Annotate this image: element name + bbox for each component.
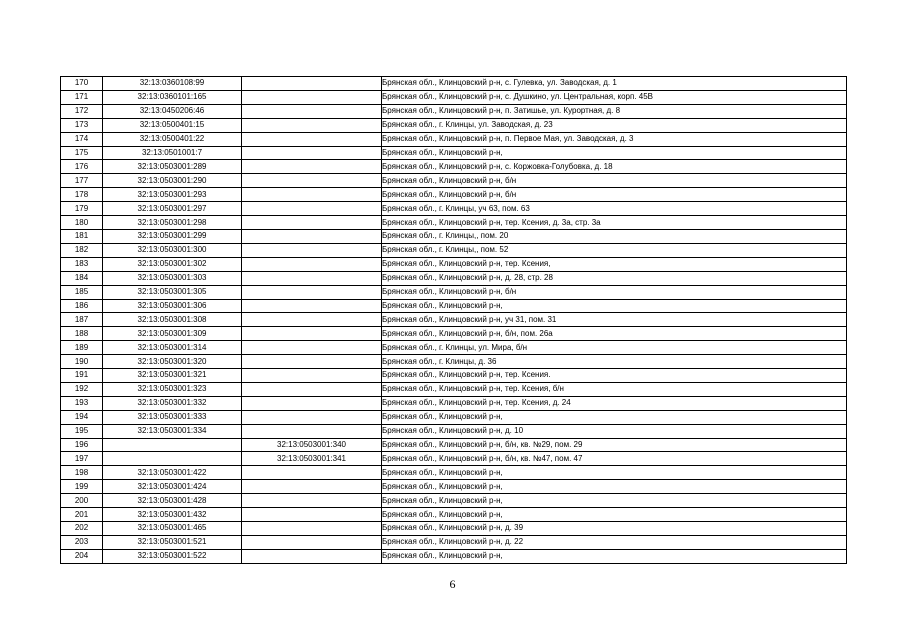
table-row — [61, 90, 847, 104]
address-cell: Брянская обл., Клинцовский р-н, — [382, 508, 847, 522]
row-number-cell: 189 — [61, 341, 103, 355]
linked-cadastral-number-cell: 32:13:0503001:341 — [242, 452, 382, 466]
cadastral-number-cell: 32:13:0503001:308 — [103, 313, 242, 327]
cadastral-number-cell: 32:13:0503001:303 — [103, 271, 242, 285]
linked-cadastral-number-cell — [242, 174, 382, 188]
table-row — [61, 174, 847, 188]
row-number-cell: 178 — [61, 188, 103, 202]
table-row — [61, 285, 847, 299]
table-row — [61, 341, 847, 355]
address-cell: Брянская обл., Клинцовский р-н, — [382, 299, 847, 313]
address-cell: Брянская обл., Клинцовский р-н, б/н, кв. №47, пом. 47 — [382, 452, 847, 466]
row-number-cell: 201 — [61, 508, 103, 522]
linked-cadastral-number-cell — [242, 369, 382, 383]
table-row — [61, 535, 847, 549]
cadastral-number-cell — [103, 452, 242, 466]
cadastral-number-cell: 32:13:0503001:321 — [103, 369, 242, 383]
address-cell: Брянская обл., Клинцовский р-н, с. Коржовка-Голубовка, д. 18 — [382, 160, 847, 174]
table-row — [61, 188, 847, 202]
cadastral-number-cell: 32:13:0503001:314 — [103, 341, 242, 355]
cadastral-number-cell: 32:13:0503001:290 — [103, 174, 242, 188]
linked-cadastral-number-cell — [242, 410, 382, 424]
table-row — [61, 104, 847, 118]
row-number-cell: 193 — [61, 396, 103, 410]
address-cell: Брянская обл., Клинцовский р-н, — [382, 146, 847, 160]
address-cell: Брянская обл., Клинцовский р-н, с. Гулевка, ул. Заводская, д. 1 — [382, 77, 847, 91]
row-number-cell: 190 — [61, 355, 103, 369]
address-cell: Брянская обл., Клинцовский р-н, д. 39 — [382, 522, 847, 536]
address-cell: Брянская обл., Клинцовский р-н, — [382, 466, 847, 480]
address-cell: Брянская обл., Клинцовский р-н, с. Душкино, ул. Центральная, корп. 45В — [382, 90, 847, 104]
cadastral-number-cell: 32:13:0503001:465 — [103, 522, 242, 536]
row-number-cell: 204 — [61, 549, 103, 563]
table-row — [61, 132, 847, 146]
table-row — [61, 508, 847, 522]
address-cell: Брянская обл., Клинцовский р-н, п. Затишье, ул. Курортная, д. 8 — [382, 104, 847, 118]
table-row — [61, 355, 847, 369]
address-cell: Брянская обл., Клинцовский р-н, д. 28, стр. 28 — [382, 271, 847, 285]
table-row — [61, 257, 847, 271]
linked-cadastral-number-cell — [242, 104, 382, 118]
cadastral-number-cell: 32:13:0503001:309 — [103, 327, 242, 341]
cadastral-number-cell: 32:13:0503001:424 — [103, 480, 242, 494]
address-cell: Брянская обл., Клинцовский р-н, тер. Ксения, — [382, 257, 847, 271]
table-row — [61, 396, 847, 410]
linked-cadastral-number-cell — [242, 341, 382, 355]
linked-cadastral-number-cell — [242, 160, 382, 174]
table-row — [61, 452, 847, 466]
table-row — [61, 522, 847, 536]
linked-cadastral-number-cell — [242, 494, 382, 508]
cadastral-number-cell: 32:13:0503001:293 — [103, 188, 242, 202]
row-number-cell: 191 — [61, 369, 103, 383]
row-number-cell: 192 — [61, 382, 103, 396]
address-cell: Брянская обл., Клинцовский р-н, тер. Ксения. — [382, 369, 847, 383]
address-cell: Брянская обл., г. Клинцы, уч 63, пом. 63 — [382, 202, 847, 216]
cadastral-number-cell — [103, 438, 242, 452]
linked-cadastral-number-cell — [242, 202, 382, 216]
row-number-cell: 202 — [61, 522, 103, 536]
table-row — [61, 480, 847, 494]
table-row — [61, 327, 847, 341]
row-number-cell: 184 — [61, 271, 103, 285]
cadastral-number-cell: 32:13:0503001:332 — [103, 396, 242, 410]
address-cell: Брянская обл., Клинцовский р-н, — [382, 410, 847, 424]
cadastral-number-cell: 32:13:0503001:422 — [103, 466, 242, 480]
linked-cadastral-number-cell — [242, 257, 382, 271]
table-row — [61, 146, 847, 160]
row-number-cell: 195 — [61, 424, 103, 438]
address-cell: Брянская обл., Клинцовский р-н, тер. Ксения, б/н — [382, 382, 847, 396]
address-cell: Брянская обл., Клинцовский р-н, тер. Ксения, д. 3а, стр. 3а — [382, 216, 847, 230]
linked-cadastral-number-cell — [242, 299, 382, 313]
linked-cadastral-number-cell — [242, 146, 382, 160]
table-row — [61, 424, 847, 438]
row-number-cell: 172 — [61, 104, 103, 118]
row-number-cell: 182 — [61, 243, 103, 257]
cadastral-number-cell: 32:13:0503001:289 — [103, 160, 242, 174]
cadastral-number-cell: 32:13:0503001:302 — [103, 257, 242, 271]
row-number-cell: 176 — [61, 160, 103, 174]
address-cell: Брянская обл., г. Клинцы,, пом. 52 — [382, 243, 847, 257]
address-cell: Брянская обл., Клинцовский р-н, уч 31, пом. 31 — [382, 313, 847, 327]
cadastral-number-cell: 32:13:0360108:99 — [103, 77, 242, 91]
cadastral-number-cell: 32:13:0503001:305 — [103, 285, 242, 299]
linked-cadastral-number-cell — [242, 549, 382, 563]
address-cell: Брянская обл., Клинцовский р-н, — [382, 549, 847, 563]
linked-cadastral-number-cell — [242, 480, 382, 494]
address-cell: Брянская обл., г. Клинцы, ул. Мира, б/н — [382, 341, 847, 355]
linked-cadastral-number-cell — [242, 466, 382, 480]
cadastral-number-cell: 32:13:0503001:323 — [103, 382, 242, 396]
row-number-cell: 198 — [61, 466, 103, 480]
table-row — [61, 299, 847, 313]
row-number-cell: 197 — [61, 452, 103, 466]
row-number-cell: 187 — [61, 313, 103, 327]
address-cell: Брянская обл., Клинцовский р-н, д. 10 — [382, 424, 847, 438]
row-number-cell: 181 — [61, 229, 103, 243]
table-row — [61, 369, 847, 383]
cadastral-number-cell: 32:13:0503001:428 — [103, 494, 242, 508]
address-cell: Брянская обл., Клинцовский р-н, п. Первое Мая, ул. Заводская, д. 3 — [382, 132, 847, 146]
address-cell: Брянская обл., Клинцовский р-н, — [382, 480, 847, 494]
row-number-cell: 186 — [61, 299, 103, 313]
table-row — [61, 77, 847, 91]
linked-cadastral-number-cell — [242, 508, 382, 522]
cadastral-number-cell: 32:13:0503001:334 — [103, 424, 242, 438]
cadastral-number-cell: 32:13:0450206:46 — [103, 104, 242, 118]
linked-cadastral-number-cell — [242, 313, 382, 327]
table-row — [61, 216, 847, 230]
address-cell: Брянская обл., Клинцовский р-н, б/н, пом. 26а — [382, 327, 847, 341]
row-number-cell: 188 — [61, 327, 103, 341]
linked-cadastral-number-cell — [242, 90, 382, 104]
row-number-cell: 175 — [61, 146, 103, 160]
table-row — [61, 271, 847, 285]
row-number-cell: 203 — [61, 535, 103, 549]
cadastral-number-cell: 32:13:0503001:432 — [103, 508, 242, 522]
linked-cadastral-number-cell — [242, 355, 382, 369]
address-cell: Брянская обл., Клинцовский р-н, б/н — [382, 285, 847, 299]
linked-cadastral-number-cell — [242, 132, 382, 146]
row-number-cell: 199 — [61, 480, 103, 494]
row-number-cell: 177 — [61, 174, 103, 188]
cadastral-number-cell: 32:13:0503001:297 — [103, 202, 242, 216]
cadastral-number-cell: 32:13:0501001:7 — [103, 146, 242, 160]
row-number-cell: 174 — [61, 132, 103, 146]
address-cell: Брянская обл., г. Клинцы,, пом. 20 — [382, 229, 847, 243]
cadastral-number-cell: 32:13:0503001:522 — [103, 549, 242, 563]
row-number-cell: 183 — [61, 257, 103, 271]
table-row — [61, 410, 847, 424]
cadastral-number-cell: 32:13:0503001:298 — [103, 216, 242, 230]
linked-cadastral-number-cell — [242, 118, 382, 132]
address-cell: Брянская обл., Клинцовский р-н, б/н — [382, 174, 847, 188]
linked-cadastral-number-cell — [242, 271, 382, 285]
row-number-cell: 200 — [61, 494, 103, 508]
address-cell: Брянская обл., Клинцовский р-н, д. 22 — [382, 535, 847, 549]
property-register-table — [60, 76, 847, 564]
table-row — [61, 118, 847, 132]
linked-cadastral-number-cell — [242, 327, 382, 341]
linked-cadastral-number-cell — [242, 382, 382, 396]
linked-cadastral-number-cell: 32:13:0503001:340 — [242, 438, 382, 452]
row-number-cell: 179 — [61, 202, 103, 216]
cadastral-number-cell: 32:13:0503001:300 — [103, 243, 242, 257]
table-row — [61, 466, 847, 480]
table-body — [61, 77, 847, 564]
cadastral-number-cell: 32:13:0500401:22 — [103, 132, 242, 146]
cadastral-number-cell: 32:13:0503001:333 — [103, 410, 242, 424]
linked-cadastral-number-cell — [242, 424, 382, 438]
cadastral-number-cell: 32:13:0503001:306 — [103, 299, 242, 313]
table-row — [61, 382, 847, 396]
address-cell: Брянская обл., Клинцовский р-н, б/н — [382, 188, 847, 202]
linked-cadastral-number-cell — [242, 77, 382, 91]
cadastral-number-cell: 32:13:0503001:320 — [103, 355, 242, 369]
address-cell: Брянская обл., Клинцовский р-н, тер. Ксения, д. 24 — [382, 396, 847, 410]
table-row — [61, 229, 847, 243]
table-row — [61, 438, 847, 452]
linked-cadastral-number-cell — [242, 229, 382, 243]
cadastral-number-cell: 32:13:0503001:521 — [103, 535, 242, 549]
page-number: 6 — [449, 577, 456, 591]
linked-cadastral-number-cell — [242, 243, 382, 257]
address-cell: Брянская обл., г. Клинцы, д. 36 — [382, 355, 847, 369]
row-number-cell: 185 — [61, 285, 103, 299]
linked-cadastral-number-cell — [242, 522, 382, 536]
table-row — [61, 313, 847, 327]
table-row — [61, 243, 847, 257]
cadastral-number-cell: 32:13:0503001:299 — [103, 229, 242, 243]
address-cell: Брянская обл., г. Клинцы, ул. Заводская, д. 23 — [382, 118, 847, 132]
table-row — [61, 549, 847, 563]
row-number-cell: 194 — [61, 410, 103, 424]
cadastral-number-cell: 32:13:0360101:165 — [103, 90, 242, 104]
table-row — [61, 202, 847, 216]
address-cell: Брянская обл., Клинцовский р-н, — [382, 494, 847, 508]
address-cell: Брянская обл., Клинцовский р-н, б/н, кв. №29, пом. 29 — [382, 438, 847, 452]
linked-cadastral-number-cell — [242, 396, 382, 410]
linked-cadastral-number-cell — [242, 216, 382, 230]
row-number-cell: 180 — [61, 216, 103, 230]
row-number-cell: 196 — [61, 438, 103, 452]
row-number-cell: 171 — [61, 90, 103, 104]
table-row — [61, 494, 847, 508]
linked-cadastral-number-cell — [242, 535, 382, 549]
cadastral-number-cell: 32:13:0500401:15 — [103, 118, 242, 132]
row-number-cell: 173 — [61, 118, 103, 132]
row-number-cell: 170 — [61, 77, 103, 91]
linked-cadastral-number-cell — [242, 285, 382, 299]
table-row — [61, 160, 847, 174]
linked-cadastral-number-cell — [242, 188, 382, 202]
